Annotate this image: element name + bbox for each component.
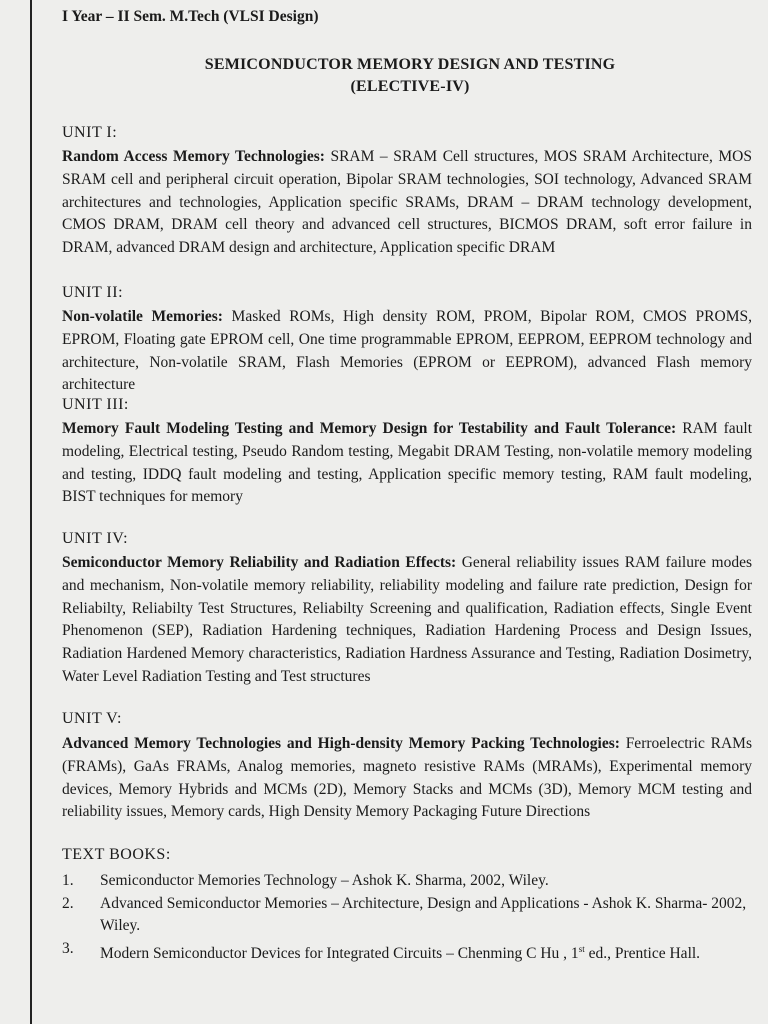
unit-4-body bbox=[62, 552, 752, 689]
unit-3-body bbox=[62, 418, 752, 509]
course-elective: (ELECTIVE-IV) bbox=[350, 78, 470, 95]
textbook-text: Semiconductor Memories Technology – Ashok K. Sharma, 2002, Wiley. bbox=[100, 872, 549, 889]
unit-1-text: SRAM – SRAM Cell structures, MOS SRAM Architecture, MOS SRAM cell and peripheral circuit operation, Bipolar SRAM technologies, SOI technology, Advanced SRAM architectures and technologies, Application specific SRAMs, DRAM – DRAM technology development, CMOS DRAM, DRAM cell theory and advanced cell structures, BICMOS DRAM, soft error failure in DRAM, advanced DRAM design and architecture, Application specific DRAM bbox=[62, 148, 753, 257]
unit-4-text: General reliability issues RAM failure modes and mechanism, Non-volatile memory reliability, reliability modeling and failure rate prediction, Design for Reliabilty, Reliabilty Test Structures, Reliabilty Screening and qualification, Radiation effects, Single Event Phenomenon (SEP), Radiation Hardening techniques, Radiation Hardening Process and Design Issues, Radiation Hardened Memory characteristics, Radiation Hardness Assurance and Testing, Radiation Dosimetry, Water Level Radiation Testing and Test structures bbox=[62, 554, 752, 685]
edition-superscript: st bbox=[578, 943, 585, 954]
unit-3-topic: Memory Fault Modeling Testing and Memory Design for Testability and Fault Tolerance: bbox=[62, 420, 677, 437]
textbook-number: 2. bbox=[62, 894, 74, 912]
textbook-number: 3. bbox=[62, 939, 74, 957]
textbook-item bbox=[62, 938, 752, 966]
unit-4-topic: Semiconductor Memory Reliability and Radiation Effects: bbox=[62, 554, 457, 571]
unit-2-body bbox=[62, 306, 752, 397]
unit-2-text: Masked ROMs, High density ROM, PROM, Bipolar ROM, CMOS PROMS, EPROM, Floating gate EPROM cell, One time programmable EPROM, EEPROM, EEPROM technology and architecture, Non-volatile SRAM, Flash Memories (EPROM or EEPROM), advanced Flash memory architecture bbox=[62, 308, 752, 394]
left-margin-rule bbox=[30, 0, 32, 1024]
unit-2-heading: UNIT II: bbox=[62, 284, 124, 301]
textbook-item bbox=[62, 893, 752, 938]
unit-5-topic: Advanced Memory Technologies and High-density Memory Packing Technologies: bbox=[62, 735, 620, 752]
unit-1-body bbox=[62, 146, 752, 260]
unit-5-text: Ferroelectric RAMs (FRAMs), GaAs FRAMs, Analog memories, magneto resistive RAMs (MRAMs), Experimental memory devices, Memory Hybrids and MCMs (2D), Memory Stacks and MCMs (3D), Memory MCM testing and reliability issues, Memory cards, High Density Memory Packaging Future Directions bbox=[62, 735, 752, 821]
unit-4-heading: UNIT IV: bbox=[62, 530, 129, 547]
textbook-number: 1. bbox=[62, 872, 74, 889]
textbooks-heading: TEXT BOOKS: bbox=[62, 846, 171, 863]
unit-5-body bbox=[62, 733, 752, 824]
unit-1-heading: UNIT I: bbox=[62, 124, 118, 141]
course-header: I Year – II Sem. M.Tech (VLSI Design) bbox=[62, 8, 319, 25]
textbooks-list bbox=[62, 870, 752, 965]
textbook-text: Modern Semiconductor Devices for Integrated Circuits – Chenming C Hu , 1 bbox=[100, 944, 579, 962]
unit-3-heading: UNIT III: bbox=[62, 396, 129, 413]
unit-1-topic: Random Access Memory Technologies: bbox=[62, 148, 325, 165]
textbook-text-after: ed., Prentice Hall. bbox=[584, 944, 701, 962]
unit-2-topic: Non-volatile Memories: bbox=[62, 308, 223, 325]
course-title: SEMICONDUCTOR MEMORY DESIGN AND TESTING bbox=[204, 56, 616, 73]
textbook-item bbox=[62, 870, 752, 893]
textbook-text: Advanced Semiconductor Memories – Architecture, Design and Applications - Ashok K. Sharma- 2002, Wiley. bbox=[100, 894, 747, 934]
unit-5-heading: UNIT V: bbox=[62, 710, 122, 727]
unit-3-text: RAM fault modeling, Electrical testing, Pseudo Random testing, Megabit DRAM Testing, non-volatile memory modeling and testing, IDDQ fault modeling and testing, Application specific memory testing, RAM fault modeling, BIST techniques for memory bbox=[62, 420, 753, 506]
